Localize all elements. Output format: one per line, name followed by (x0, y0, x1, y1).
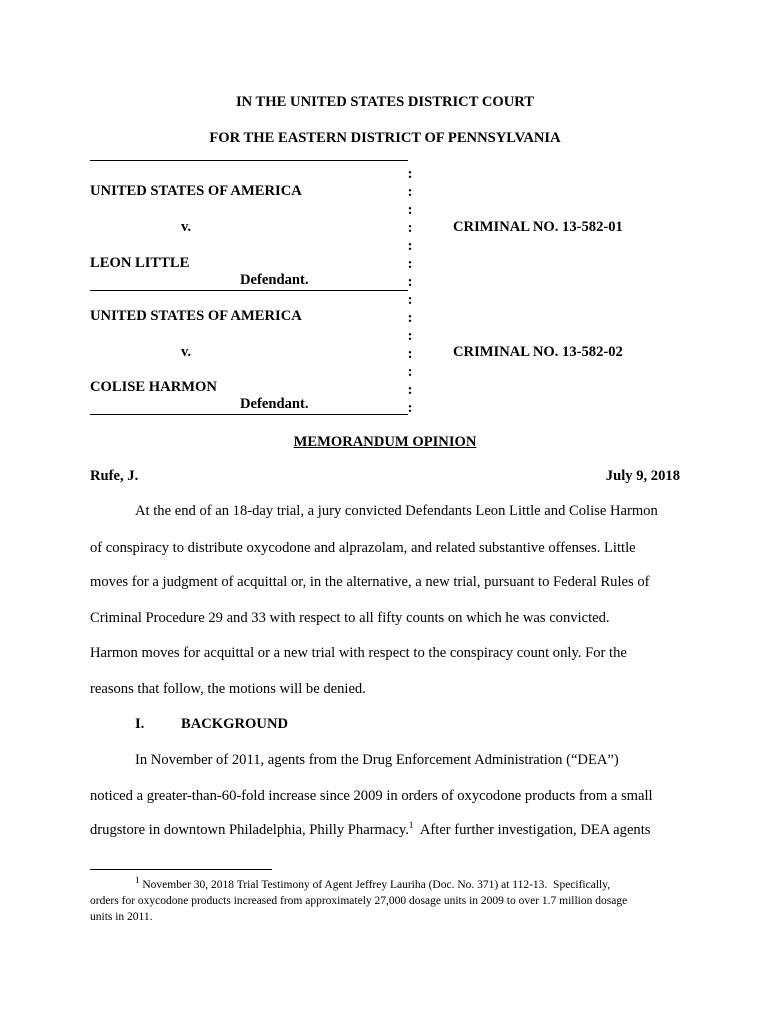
judge-name: Rufe, J. (90, 468, 139, 484)
court-district: FOR THE EASTERN DISTRICT OF PENNSYLVANIA (209, 130, 561, 146)
section-title: BACKGROUND (181, 716, 289, 732)
caption-colon: : (407, 310, 413, 326)
body-text: drugstore in downtown Philadelphia, Philly Pharmacy. (90, 822, 409, 838)
footnote-reference[interactable]: 1 (408, 820, 414, 831)
footnote-text: November 30, 2018 Trial Testimony of Agent Jeffrey Lauriha (Doc. No. 371) at 112-13. Specifically, (139, 879, 611, 891)
court-name: IN THE UNITED STATES DISTRICT COURT (235, 94, 535, 110)
caption-colon: : (407, 220, 413, 236)
body-line: of conspiracy to distribute oxycodone and alprazolam, and related substantive offenses. Little (90, 540, 636, 556)
caption-colon: : (407, 364, 413, 380)
caption-colon: : (407, 328, 413, 344)
body-line: At the end of an 18-day trial, a jury convicted Defendants Leon Little and Colise Harmon (135, 503, 658, 519)
footnote-mark: 1 (135, 875, 140, 886)
case2-defendant-label: Defendant. (240, 396, 309, 412)
case1-defendant-label: Defendant. (240, 272, 309, 288)
caption-colon: : (407, 202, 413, 218)
caption-colon: : (407, 346, 413, 362)
case2-plaintiff: UNITED STATES OF AMERICA (90, 308, 302, 324)
footnote-line: units in 2011. (90, 911, 153, 923)
caption-colon: : (407, 166, 413, 182)
body-line: Criminal Procedure 29 and 33 with respect to all fifty counts on which he was convicted. (90, 610, 610, 626)
caption-colon: : (407, 382, 413, 398)
body-line: noticed a greater-than-60-fold increase since 2009 in orders of oxycodone products from a small (90, 788, 653, 804)
footnote-line (135, 875, 611, 892)
caption-colon: : (407, 184, 413, 200)
body-line: Harmon moves for acquittal or a new trial with respect to the conspiracy count only. For the (90, 645, 627, 661)
caption-colon: : (407, 292, 413, 308)
case2-versus: v. (181, 344, 192, 360)
case1-bottom-rule (90, 290, 408, 291)
body-text: After further investigation, DEA agents (413, 822, 651, 838)
case1-versus: v. (181, 219, 192, 235)
case1-defendant-name: LEON LITTLE (90, 255, 190, 271)
opinion-title: MEMORANDUM OPINION (293, 434, 477, 450)
section-number: I. (135, 716, 145, 732)
case1-plaintiff: UNITED STATES OF AMERICA (90, 183, 302, 199)
case2-defendant-name: COLISE HARMON (90, 379, 217, 395)
case2-bottom-rule (90, 414, 408, 415)
caption-colon: : (407, 238, 413, 254)
body-line: moves for a judgment of acquittal or, in the alternative, a new trial, pursuant to Federal Rules of (90, 574, 650, 590)
caption-colon: : (407, 274, 413, 290)
caption-colon: : (407, 256, 413, 272)
case1-number: CRIMINAL NO. 13-582-01 (453, 219, 623, 235)
footnote-line: orders for oxycodone products increased from approximately 27,000 dosage units in 2009 to over 1.7 million dosage (90, 895, 628, 907)
caption-top-rule (90, 160, 408, 161)
footnote-separator (90, 869, 272, 870)
body-line: reasons that follow, the motions will be denied. (90, 681, 366, 697)
case2-number: CRIMINAL NO. 13-582-02 (453, 344, 623, 360)
body-line: In November of 2011, agents from the Drug Enforcement Administration (“DEA”) (135, 752, 619, 768)
opinion-date: July 9, 2018 (605, 468, 680, 484)
body-line (90, 822, 650, 839)
caption-colon: : (407, 400, 413, 416)
